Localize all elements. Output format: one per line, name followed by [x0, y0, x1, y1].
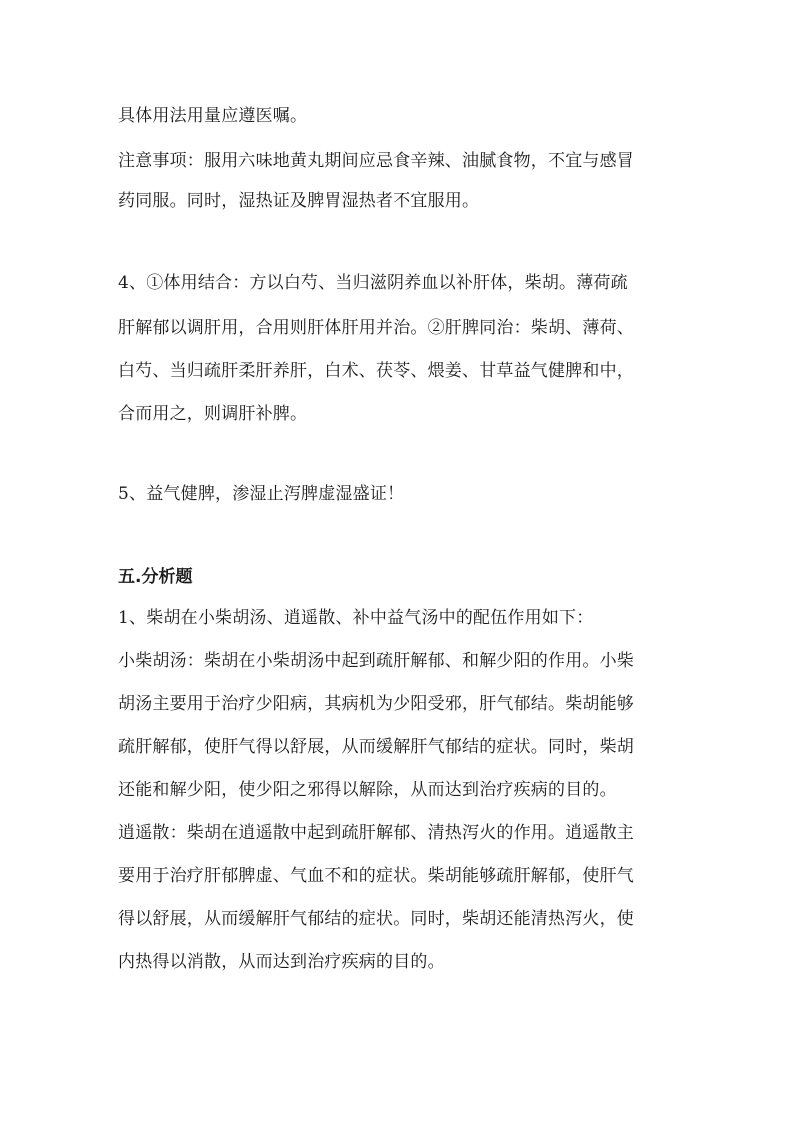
text-line: 5、益气健脾，渗湿止泻脾虚湿盛证！ [118, 484, 405, 504]
section-heading: 五.分析题 [118, 567, 193, 587]
text-line: 要用于治疗肝郁脾虚、气血不和的症状。柴胡能够疏肝解郁，使肝气 [118, 866, 634, 886]
text-line: 1、柴胡在小柴胡汤、逍遥散、补中益气汤中的配伍作用如下： [118, 608, 594, 628]
text-line: 肝解郁以调肝用，合用则肝体肝用并治。②肝脾同治：柴胡、薄荷、 [118, 318, 634, 338]
text-line: 胡汤主要用于治疗少阳病，其病机为少阳受邪，肝气郁结。柴胡能够 [118, 694, 634, 714]
text-line: 注意事项：服用六味地黄丸期间应忌食辛辣、油腻食物，不宜与感冒 [118, 151, 634, 171]
text-line: 合而用之，则调肝补脾。 [118, 404, 308, 424]
text-line: 内热得以消散，从而达到治疗疾病的目的。 [118, 952, 445, 972]
text-line: 具体用法用量应遵医嘱。 [118, 106, 308, 126]
text-line: 药同服。同时，湿热证及脾胃湿热者不宜服用。 [118, 191, 480, 211]
text-line: 得以舒展，从而缓解肝气郁结的症状。同时，柴胡还能清热泻火，使 [118, 909, 634, 929]
text-line: 白芍、当归疏肝柔肝养肝，白术、茯苓、煨姜、甘草益气健脾和中， [118, 361, 634, 381]
text-line: 小柴胡汤：柴胡在小柴胡汤中起到疏肝解郁、和解少阳的作用。小柴 [118, 651, 634, 671]
text-line: 疏肝解郁，使肝气得以舒展，从而缓解肝气郁结的症状。同时，柴胡 [118, 737, 634, 757]
text-line: 还能和解少阳，使少阳之邪得以解除，从而达到治疗疾病的目的。 [118, 780, 617, 800]
text-line: 逍遥散：柴胡在逍遥散中起到疏肝解郁、清热泻火的作用。逍遥散主 [118, 823, 634, 843]
text-line: 4、①体用结合：方以白芍、当归滋阴养血以补肝体，柴胡。薄荷疏 [118, 273, 628, 293]
